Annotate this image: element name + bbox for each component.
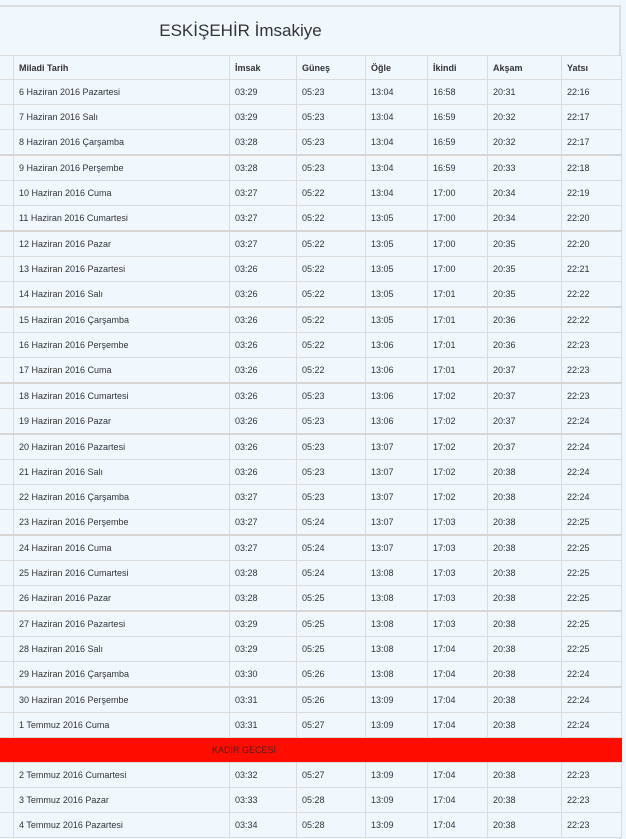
cell-gunes: 05:23 — [297, 383, 366, 409]
cell-date: 30 Haziran 2016 Perşembe — [14, 687, 230, 713]
cell-yatsi: 22:25 — [562, 611, 622, 637]
cell-date: 17 Haziran 2016 Cuma — [14, 358, 230, 384]
cell-aksam: 20:38 — [488, 485, 562, 510]
cell-ogle: 13:06 — [366, 358, 428, 384]
cell-ikindi: 17:03 — [428, 510, 488, 536]
kadir-gecesi-row — [0, 738, 622, 763]
cell-ikindi: 17:03 — [428, 586, 488, 612]
cell-imsak: 03:28 — [230, 586, 297, 612]
cell-ogle: 13:05 — [366, 282, 428, 308]
cell-ogle: 13:06 — [366, 333, 428, 358]
cell-aksam: 20:35 — [488, 282, 562, 308]
cell-date: 16 Haziran 2016 Perşembe — [14, 333, 230, 358]
cell-gunes: 05:22 — [297, 231, 366, 257]
cell-gunes: 05:23 — [297, 80, 366, 105]
cell-yatsi: 22:23 — [562, 813, 622, 838]
cell-ikindi: 17:02 — [428, 460, 488, 485]
cell-yatsi: 22:24 — [562, 460, 622, 485]
row-marker-cell — [0, 409, 14, 435]
cell-imsak: 03:26 — [230, 358, 297, 384]
table-row — [0, 561, 622, 586]
cell-date: 4 Temmuz 2016 Pazartesi — [14, 813, 230, 838]
cell-imsak: 03:27 — [230, 206, 297, 232]
cell-imsak: 03:33 — [230, 788, 297, 813]
cell-date: 11 Haziran 2016 Cumartesi — [14, 206, 230, 232]
kadir-gecesi-label: KADİR GECESİ — [211, 745, 276, 755]
cell-imsak: 03:26 — [230, 434, 297, 460]
cell-date: 7 Haziran 2016 Salı — [14, 105, 230, 130]
cell-yatsi: 22:23 — [562, 788, 622, 813]
cell-yatsi: 22:18 — [562, 155, 622, 181]
cell-gunes: 05:23 — [297, 105, 366, 130]
table-row — [0, 662, 622, 688]
cell-yatsi: 22:24 — [562, 713, 622, 738]
cell-yatsi: 22:17 — [562, 105, 622, 130]
row-marker-cell — [0, 485, 14, 510]
cell-ogle: 13:07 — [366, 510, 428, 536]
cell-date: 2 Temmuz 2016 Cumartesi — [14, 763, 230, 788]
page-title — [0, 7, 621, 55]
cell-ikindi: 17:02 — [428, 383, 488, 409]
cell-aksam: 20:38 — [488, 586, 562, 612]
row-marker-cell — [0, 535, 14, 561]
table-header-row — [0, 56, 622, 80]
row-marker-cell — [0, 637, 14, 662]
cell-ogle: 13:05 — [366, 231, 428, 257]
cell-gunes: 05:22 — [297, 333, 366, 358]
cell-yatsi: 22:20 — [562, 206, 622, 232]
cell-imsak: 03:26 — [230, 383, 297, 409]
cell-ikindi: 17:03 — [428, 535, 488, 561]
cell-yatsi: 22:22 — [562, 282, 622, 308]
cell-gunes: 05:23 — [297, 434, 366, 460]
row-marker-cell — [0, 611, 14, 637]
cell-gunes: 05:28 — [297, 788, 366, 813]
cell-date: 26 Haziran 2016 Pazar — [14, 586, 230, 612]
table-row — [0, 510, 622, 536]
cell-aksam: 20:37 — [488, 409, 562, 435]
table-row — [0, 535, 622, 561]
cell-ogle: 13:05 — [366, 307, 428, 333]
cell-imsak: 03:32 — [230, 763, 297, 788]
cell-date: 1 Temmuz 2016 Cuma — [14, 713, 230, 738]
cell-ikindi: 17:00 — [428, 181, 488, 206]
cell-date: 28 Haziran 2016 Salı — [14, 637, 230, 662]
cell-imsak: 03:31 — [230, 713, 297, 738]
cell-imsak: 03:29 — [230, 105, 297, 130]
cell-aksam: 20:35 — [488, 231, 562, 257]
cell-ikindi: 17:04 — [428, 763, 488, 788]
cell-aksam: 20:38 — [488, 763, 562, 788]
cell-ogle: 13:04 — [366, 155, 428, 181]
table-body-after — [0, 763, 622, 838]
cell-date: 12 Haziran 2016 Pazar — [14, 231, 230, 257]
cell-ogle: 13:05 — [366, 206, 428, 232]
row-marker-cell — [0, 80, 14, 105]
table-row — [0, 333, 622, 358]
cell-aksam: 20:38 — [488, 510, 562, 536]
cell-aksam: 20:32 — [488, 130, 562, 156]
cell-imsak: 03:26 — [230, 257, 297, 282]
row-marker-cell — [0, 662, 14, 688]
cell-gunes: 05:23 — [297, 155, 366, 181]
cell-date: 13 Haziran 2016 Pazartesi — [14, 257, 230, 282]
row-marker-cell — [0, 257, 14, 282]
cell-date: 29 Haziran 2016 Çarşamba — [14, 662, 230, 688]
cell-ikindi: 17:01 — [428, 307, 488, 333]
cell-yatsi: 22:22 — [562, 307, 622, 333]
cell-yatsi: 22:19 — [562, 181, 622, 206]
cell-imsak: 03:28 — [230, 561, 297, 586]
cell-ogle: 13:04 — [366, 130, 428, 156]
cell-yatsi: 22:24 — [562, 434, 622, 460]
cell-aksam: 20:34 — [488, 181, 562, 206]
table-row — [0, 485, 622, 510]
table-row — [0, 155, 622, 181]
cell-ogle: 13:04 — [366, 181, 428, 206]
table-row — [0, 713, 622, 738]
table-row — [0, 637, 622, 662]
cell-aksam: 20:38 — [488, 611, 562, 637]
cell-date: 3 Temmuz 2016 Pazar — [14, 788, 230, 813]
table-row — [0, 206, 622, 232]
table-row — [0, 586, 622, 612]
table-row — [0, 231, 622, 257]
cell-date: 14 Haziran 2016 Salı — [14, 282, 230, 308]
row-marker-cell — [0, 181, 14, 206]
cell-ogle: 13:08 — [366, 561, 428, 586]
cell-aksam: 20:38 — [488, 637, 562, 662]
cell-ikindi: 16:59 — [428, 155, 488, 181]
table-row — [0, 763, 622, 788]
cell-yatsi: 22:25 — [562, 510, 622, 536]
cell-imsak: 03:30 — [230, 662, 297, 688]
cell-aksam: 20:38 — [488, 788, 562, 813]
cell-aksam: 20:37 — [488, 434, 562, 460]
row-marker-cell — [0, 206, 14, 232]
cell-ikindi: 17:04 — [428, 687, 488, 713]
cell-ikindi: 17:02 — [428, 409, 488, 435]
cell-ikindi: 16:59 — [428, 105, 488, 130]
cell-ikindi: 17:00 — [428, 206, 488, 232]
cell-gunes: 05:27 — [297, 713, 366, 738]
cell-gunes: 05:22 — [297, 307, 366, 333]
cell-ikindi: 17:04 — [428, 662, 488, 688]
row-marker-cell — [0, 434, 14, 460]
cell-ikindi: 17:01 — [428, 333, 488, 358]
cell-imsak: 03:27 — [230, 181, 297, 206]
column-header-imsak: İmsak — [230, 56, 297, 80]
row-marker-cell — [0, 713, 14, 738]
cell-ogle: 13:09 — [366, 763, 428, 788]
cell-date: 18 Haziran 2016 Cumartesi — [14, 383, 230, 409]
cell-imsak: 03:29 — [230, 611, 297, 637]
cell-imsak: 03:29 — [230, 637, 297, 662]
cell-ikindi: 16:59 — [428, 130, 488, 156]
table-row — [0, 105, 622, 130]
cell-imsak: 03:31 — [230, 687, 297, 713]
cell-date: 20 Haziran 2016 Pazartesi — [14, 434, 230, 460]
cell-aksam: 20:31 — [488, 80, 562, 105]
row-marker-cell — [0, 333, 14, 358]
cell-yatsi: 22:24 — [562, 662, 622, 688]
cell-ogle: 13:07 — [366, 434, 428, 460]
cell-imsak: 03:27 — [230, 535, 297, 561]
cell-imsak: 03:29 — [230, 80, 297, 105]
cell-ogle: 13:09 — [366, 687, 428, 713]
table-row — [0, 687, 622, 713]
page-title-text: ESKİŞEHİR İmsakiye — [159, 21, 322, 40]
cell-ikindi: 17:01 — [428, 282, 488, 308]
cell-gunes: 05:25 — [297, 611, 366, 637]
table-row — [0, 130, 622, 156]
cell-gunes: 05:22 — [297, 282, 366, 308]
table-row — [0, 181, 622, 206]
cell-ogle: 13:07 — [366, 485, 428, 510]
cell-date: 25 Haziran 2016 Cumartesi — [14, 561, 230, 586]
row-marker-cell — [0, 307, 14, 333]
cell-gunes: 05:23 — [297, 130, 366, 156]
cell-ikindi: 17:04 — [428, 788, 488, 813]
cell-date: 6 Haziran 2016 Pazartesi — [14, 80, 230, 105]
table-row — [0, 813, 622, 838]
cell-aksam: 20:34 — [488, 206, 562, 232]
cell-imsak: 03:26 — [230, 333, 297, 358]
cell-date: 19 Haziran 2016 Pazar — [14, 409, 230, 435]
cell-gunes: 05:24 — [297, 535, 366, 561]
cell-aksam: 20:38 — [488, 460, 562, 485]
cell-aksam: 20:38 — [488, 662, 562, 688]
row-marker-cell — [0, 586, 14, 612]
cell-imsak: 03:28 — [230, 130, 297, 156]
cell-gunes: 05:22 — [297, 358, 366, 384]
cell-ikindi: 17:03 — [428, 611, 488, 637]
cell-ogle: 13:06 — [366, 409, 428, 435]
cell-aksam: 20:36 — [488, 333, 562, 358]
cell-imsak: 03:26 — [230, 460, 297, 485]
cell-gunes: 05:25 — [297, 586, 366, 612]
table-row — [0, 383, 622, 409]
cell-yatsi: 22:24 — [562, 485, 622, 510]
cell-aksam: 20:37 — [488, 383, 562, 409]
cell-gunes: 05:23 — [297, 460, 366, 485]
cell-ogle: 13:05 — [366, 257, 428, 282]
prayer-times-table — [0, 55, 622, 838]
row-marker-cell — [0, 460, 14, 485]
row-marker-cell — [0, 282, 14, 308]
row-marker-header — [0, 56, 14, 80]
cell-yatsi: 22:25 — [562, 637, 622, 662]
column-header-date: Miladi Tarih — [14, 56, 230, 80]
kadir-gecesi-cell — [0, 738, 622, 763]
cell-date: 24 Haziran 2016 Cuma — [14, 535, 230, 561]
cell-aksam: 20:37 — [488, 358, 562, 384]
cell-aksam: 20:33 — [488, 155, 562, 181]
cell-ogle: 13:08 — [366, 586, 428, 612]
cell-yatsi: 22:23 — [562, 358, 622, 384]
cell-ikindi: 17:02 — [428, 434, 488, 460]
cell-ogle: 13:08 — [366, 662, 428, 688]
cell-gunes: 05:28 — [297, 813, 366, 838]
cell-ikindi: 17:01 — [428, 358, 488, 384]
table-row — [0, 358, 622, 384]
cell-yatsi: 22:25 — [562, 586, 622, 612]
table-row — [0, 307, 622, 333]
row-marker-cell — [0, 813, 14, 838]
cell-imsak: 03:28 — [230, 155, 297, 181]
column-header-yatsi: Yatsı — [562, 56, 622, 80]
table-row — [0, 611, 622, 637]
column-header-gunes: Güneş — [297, 56, 366, 80]
cell-yatsi: 22:21 — [562, 257, 622, 282]
cell-gunes: 05:22 — [297, 181, 366, 206]
cell-yatsi: 22:23 — [562, 333, 622, 358]
cell-gunes: 05:23 — [297, 485, 366, 510]
table-body-before — [0, 80, 622, 738]
cell-ikindi: 17:00 — [428, 257, 488, 282]
cell-yatsi: 22:24 — [562, 409, 622, 435]
table-row — [0, 434, 622, 460]
row-marker-cell — [0, 510, 14, 536]
cell-date: 8 Haziran 2016 Çarşamba — [14, 130, 230, 156]
table-row — [0, 282, 622, 308]
cell-yatsi: 22:20 — [562, 231, 622, 257]
table-row — [0, 80, 622, 105]
cell-ikindi: 17:04 — [428, 637, 488, 662]
cell-date: 10 Haziran 2016 Cuma — [14, 181, 230, 206]
cell-date: 9 Haziran 2016 Perşembe — [14, 155, 230, 181]
cell-ikindi: 17:04 — [428, 713, 488, 738]
cell-aksam: 20:38 — [488, 561, 562, 586]
cell-ogle: 13:08 — [366, 637, 428, 662]
cell-imsak: 03:27 — [230, 231, 297, 257]
row-marker-cell — [0, 383, 14, 409]
cell-ogle: 13:04 — [366, 105, 428, 130]
cell-ogle: 13:09 — [366, 713, 428, 738]
table-row — [0, 257, 622, 282]
row-marker-cell — [0, 105, 14, 130]
cell-ikindi: 17:04 — [428, 813, 488, 838]
cell-yatsi: 22:17 — [562, 130, 622, 156]
cell-ikindi: 17:03 — [428, 561, 488, 586]
cell-gunes: 05:24 — [297, 561, 366, 586]
table-row — [0, 409, 622, 435]
cell-date: 23 Haziran 2016 Perşembe — [14, 510, 230, 536]
cell-ogle: 13:09 — [366, 788, 428, 813]
row-marker-cell — [0, 763, 14, 788]
cell-date: 15 Haziran 2016 Çarşamba — [14, 307, 230, 333]
cell-ogle: 13:07 — [366, 460, 428, 485]
table-row — [0, 460, 622, 485]
cell-ogle: 13:04 — [366, 80, 428, 105]
cell-ogle: 13:08 — [366, 611, 428, 637]
cell-yatsi: 22:23 — [562, 383, 622, 409]
cell-date: 21 Haziran 2016 Salı — [14, 460, 230, 485]
cell-gunes: 05:22 — [297, 257, 366, 282]
cell-ogle: 13:07 — [366, 535, 428, 561]
cell-imsak: 03:27 — [230, 510, 297, 536]
column-header-ikindi: İkindi — [428, 56, 488, 80]
cell-gunes: 05:26 — [297, 687, 366, 713]
row-marker-cell — [0, 155, 14, 181]
row-marker-cell — [0, 788, 14, 813]
cell-aksam: 20:38 — [488, 535, 562, 561]
row-marker-cell — [0, 231, 14, 257]
column-header-ogle: Öğle — [366, 56, 428, 80]
cell-date: 22 Haziran 2016 Çarşamba — [14, 485, 230, 510]
cell-yatsi: 22:24 — [562, 687, 622, 713]
row-marker-cell — [0, 130, 14, 156]
cell-yatsi: 22:16 — [562, 80, 622, 105]
cell-aksam: 20:38 — [488, 813, 562, 838]
cell-ikindi: 16:58 — [428, 80, 488, 105]
cell-aksam: 20:36 — [488, 307, 562, 333]
cell-aksam: 20:35 — [488, 257, 562, 282]
cell-gunes: 05:25 — [297, 637, 366, 662]
cell-ogle: 13:09 — [366, 813, 428, 838]
cell-gunes: 05:24 — [297, 510, 366, 536]
cell-yatsi: 22:23 — [562, 763, 622, 788]
cell-gunes: 05:23 — [297, 409, 366, 435]
cell-gunes: 05:26 — [297, 662, 366, 688]
cell-date: 27 Haziran 2016 Pazartesi — [14, 611, 230, 637]
table-row — [0, 788, 622, 813]
cell-ogle: 13:06 — [366, 383, 428, 409]
cell-gunes: 05:27 — [297, 763, 366, 788]
cell-imsak: 03:26 — [230, 307, 297, 333]
cell-ikindi: 17:00 — [428, 231, 488, 257]
table-body-special — [0, 738, 622, 763]
row-marker-cell — [0, 358, 14, 384]
cell-aksam: 20:38 — [488, 687, 562, 713]
cell-yatsi: 22:25 — [562, 561, 622, 586]
cell-aksam: 20:38 — [488, 713, 562, 738]
row-marker-cell — [0, 561, 14, 586]
cell-yatsi: 22:25 — [562, 535, 622, 561]
cell-gunes: 05:22 — [297, 206, 366, 232]
row-marker-cell — [0, 687, 14, 713]
cell-aksam: 20:32 — [488, 105, 562, 130]
cell-imsak: 03:34 — [230, 813, 297, 838]
cell-imsak: 03:26 — [230, 282, 297, 308]
cell-imsak: 03:26 — [230, 409, 297, 435]
column-header-aksam: Akşam — [488, 56, 562, 80]
cell-ikindi: 17:02 — [428, 485, 488, 510]
cell-imsak: 03:27 — [230, 485, 297, 510]
